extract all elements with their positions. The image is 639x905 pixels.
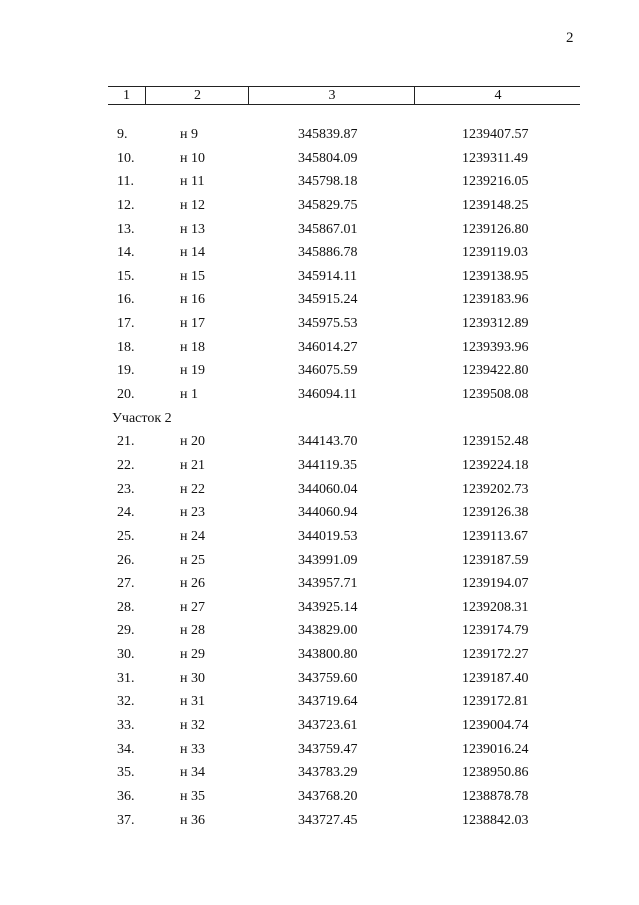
table-row xyxy=(0,219,639,243)
coordinate-x: 345798.18 xyxy=(298,174,358,190)
coordinate-x: 346094.11 xyxy=(298,387,357,403)
table-row xyxy=(0,455,639,479)
row-number: 20. xyxy=(117,387,135,403)
row-number: 37. xyxy=(117,812,135,828)
coordinate-x: 346075.59 xyxy=(298,363,358,379)
point-name: н 1 xyxy=(180,387,198,403)
coordinate-y: 1239202.73 xyxy=(462,481,529,497)
table-row xyxy=(0,691,639,715)
table-header xyxy=(108,86,580,105)
page-number: 2 xyxy=(566,30,574,46)
coordinate-x: 343759.47 xyxy=(298,741,358,757)
table-row xyxy=(0,124,639,148)
point-name: н 21 xyxy=(180,457,205,473)
coordinate-x: 343723.61 xyxy=(298,718,358,734)
header-col-2: 2 xyxy=(145,87,249,104)
point-name: н 23 xyxy=(180,505,205,521)
table-row xyxy=(0,668,639,692)
coordinate-y: 1239508.08 xyxy=(462,387,529,403)
table-row xyxy=(0,431,639,455)
row-number: 21. xyxy=(117,434,135,450)
point-name: н 34 xyxy=(180,765,205,781)
coordinate-y: 1239174.79 xyxy=(462,623,529,639)
point-name: н 28 xyxy=(180,623,205,639)
coordinate-x: 343783.29 xyxy=(298,765,358,781)
row-number: 13. xyxy=(117,221,135,237)
point-name: н 20 xyxy=(180,434,205,450)
table-row xyxy=(0,715,639,739)
table-row xyxy=(0,384,639,408)
table-row xyxy=(0,573,639,597)
coordinate-y: 1239172.27 xyxy=(462,647,529,663)
point-name: н 36 xyxy=(180,812,205,828)
header-col-1: 1 xyxy=(123,88,130,103)
coordinate-y: 1239113.67 xyxy=(462,528,528,544)
coordinate-x: 343719.64 xyxy=(298,694,358,710)
row-number: 16. xyxy=(117,292,135,308)
coordinate-x: 345975.53 xyxy=(298,316,358,332)
row-number: 34. xyxy=(117,741,135,757)
point-name: н 24 xyxy=(180,528,205,544)
point-name: н 10 xyxy=(180,150,205,166)
table-row xyxy=(0,360,639,384)
coordinate-y: 1239187.59 xyxy=(462,552,529,568)
coordinate-y: 1239194.07 xyxy=(462,576,529,592)
table-row xyxy=(0,550,639,574)
table-row xyxy=(0,810,639,834)
table-row xyxy=(0,313,639,337)
point-name: н 29 xyxy=(180,647,205,663)
table-row xyxy=(0,479,639,503)
row-number: 11. xyxy=(117,174,134,190)
point-name: н 18 xyxy=(180,339,205,355)
coordinate-x: 344060.94 xyxy=(298,505,358,521)
row-number: 31. xyxy=(117,670,135,686)
coordinate-y: 1239311.49 xyxy=(462,150,528,166)
row-number: 23. xyxy=(117,481,135,497)
table-row xyxy=(0,739,639,763)
point-name: н 16 xyxy=(180,292,205,308)
row-number: 36. xyxy=(117,788,135,804)
point-name: н 30 xyxy=(180,670,205,686)
coordinate-y: 1239152.48 xyxy=(462,434,529,450)
point-name: н 9 xyxy=(180,127,198,142)
coordinate-x: 343727.45 xyxy=(298,812,358,828)
table-row xyxy=(0,242,639,266)
row-number: 9. xyxy=(117,127,128,142)
coordinate-x: 345915.24 xyxy=(298,292,358,308)
coordinate-x: 343925.14 xyxy=(298,599,358,615)
section-heading xyxy=(0,408,639,432)
coordinate-y: 1238950.86 xyxy=(462,765,529,781)
point-name: н 19 xyxy=(180,363,205,379)
coordinate-x: 346014.27 xyxy=(298,339,358,355)
row-number: 27. xyxy=(117,576,135,592)
row-number: 10. xyxy=(117,150,135,166)
coordinate-x: 344119.35 xyxy=(298,457,357,473)
coordinate-x: 345867.01 xyxy=(298,221,358,237)
coordinate-x: 345914.11 xyxy=(298,268,357,284)
point-name: н 35 xyxy=(180,788,205,804)
table-row xyxy=(0,171,639,195)
coordinate-y: 1238842.03 xyxy=(462,812,529,828)
coordinate-y: 1239422.80 xyxy=(462,363,529,379)
row-number: 30. xyxy=(117,647,135,663)
header-col-3: 3 xyxy=(248,87,415,104)
row-number: 18. xyxy=(117,339,135,355)
point-name: н 31 xyxy=(180,694,205,710)
coordinates-table-body xyxy=(0,124,639,833)
point-name: н 15 xyxy=(180,268,205,284)
coordinate-y: 1239224.18 xyxy=(462,457,529,473)
coordinate-x: 343759.60 xyxy=(298,670,358,686)
table-row xyxy=(0,266,639,290)
coordinate-x: 345829.75 xyxy=(298,197,358,213)
section-label: Участок 2 xyxy=(112,410,172,426)
table-row xyxy=(0,337,639,361)
coordinate-y: 1239407.57 xyxy=(462,127,529,142)
coordinate-y: 1239187.40 xyxy=(462,670,529,686)
coordinate-x: 343829.00 xyxy=(298,623,358,639)
coordinate-y: 1239016.24 xyxy=(462,741,529,757)
row-number: 32. xyxy=(117,694,135,710)
row-number: 22. xyxy=(117,457,135,473)
point-name: н 12 xyxy=(180,197,205,213)
coordinate-y: 1239393.96 xyxy=(462,339,529,355)
table-row xyxy=(0,526,639,550)
table-row xyxy=(0,620,639,644)
row-number: 29. xyxy=(117,623,135,639)
point-name: н 17 xyxy=(180,316,205,332)
table-row xyxy=(0,502,639,526)
coordinate-y: 1239312.89 xyxy=(462,316,529,332)
coordinate-y: 1239183.96 xyxy=(462,292,529,308)
header-col-4: 4 xyxy=(414,87,581,104)
coordinate-x: 343800.80 xyxy=(298,647,358,663)
point-name: н 26 xyxy=(180,576,205,592)
coordinate-x: 343991.09 xyxy=(298,552,358,568)
coordinate-y: 1239172.81 xyxy=(462,694,529,710)
coordinate-x: 344143.70 xyxy=(298,434,358,450)
row-number: 28. xyxy=(117,599,135,615)
row-number: 14. xyxy=(117,245,135,261)
row-number: 24. xyxy=(117,505,135,521)
table-row xyxy=(0,289,639,313)
coordinate-y: 1239138.95 xyxy=(462,268,529,284)
point-name: н 33 xyxy=(180,741,205,757)
coordinate-x: 345839.87 xyxy=(298,127,358,142)
point-name: н 25 xyxy=(180,552,205,568)
coordinate-y: 1239216.05 xyxy=(462,174,529,190)
point-name: н 22 xyxy=(180,481,205,497)
row-number: 15. xyxy=(117,268,135,284)
coordinate-x: 345886.78 xyxy=(298,245,358,261)
row-number: 12. xyxy=(117,197,135,213)
coordinate-y: 1239119.03 xyxy=(462,245,528,261)
row-number: 25. xyxy=(117,528,135,544)
table-row xyxy=(0,786,639,810)
point-name: н 27 xyxy=(180,599,205,615)
coordinate-x: 344019.53 xyxy=(298,528,358,544)
coordinate-y: 1239004.74 xyxy=(462,718,529,734)
coordinate-x: 343768.20 xyxy=(298,788,358,804)
table-row xyxy=(0,597,639,621)
row-number: 35. xyxy=(117,765,135,781)
row-number: 17. xyxy=(117,316,135,332)
row-number: 26. xyxy=(117,552,135,568)
coordinate-y: 1239126.38 xyxy=(462,505,529,521)
coordinate-x: 345804.09 xyxy=(298,150,358,166)
coordinate-x: 343957.71 xyxy=(298,576,358,592)
coordinate-y: 1239148.25 xyxy=(462,197,529,213)
table-row xyxy=(0,762,639,786)
coordinate-y: 1239126.80 xyxy=(462,221,529,237)
table-row xyxy=(0,195,639,219)
point-name: н 32 xyxy=(180,718,205,734)
point-name: н 11 xyxy=(180,174,205,190)
row-number: 33. xyxy=(117,718,135,734)
row-number: 19. xyxy=(117,363,135,379)
table-row xyxy=(0,148,639,172)
coordinate-y: 1238878.78 xyxy=(462,788,529,804)
table-row xyxy=(0,644,639,668)
coordinate-x: 344060.04 xyxy=(298,481,358,497)
coordinate-y: 1239208.31 xyxy=(462,599,529,615)
point-name: н 13 xyxy=(180,221,205,237)
point-name: н 14 xyxy=(180,245,205,261)
